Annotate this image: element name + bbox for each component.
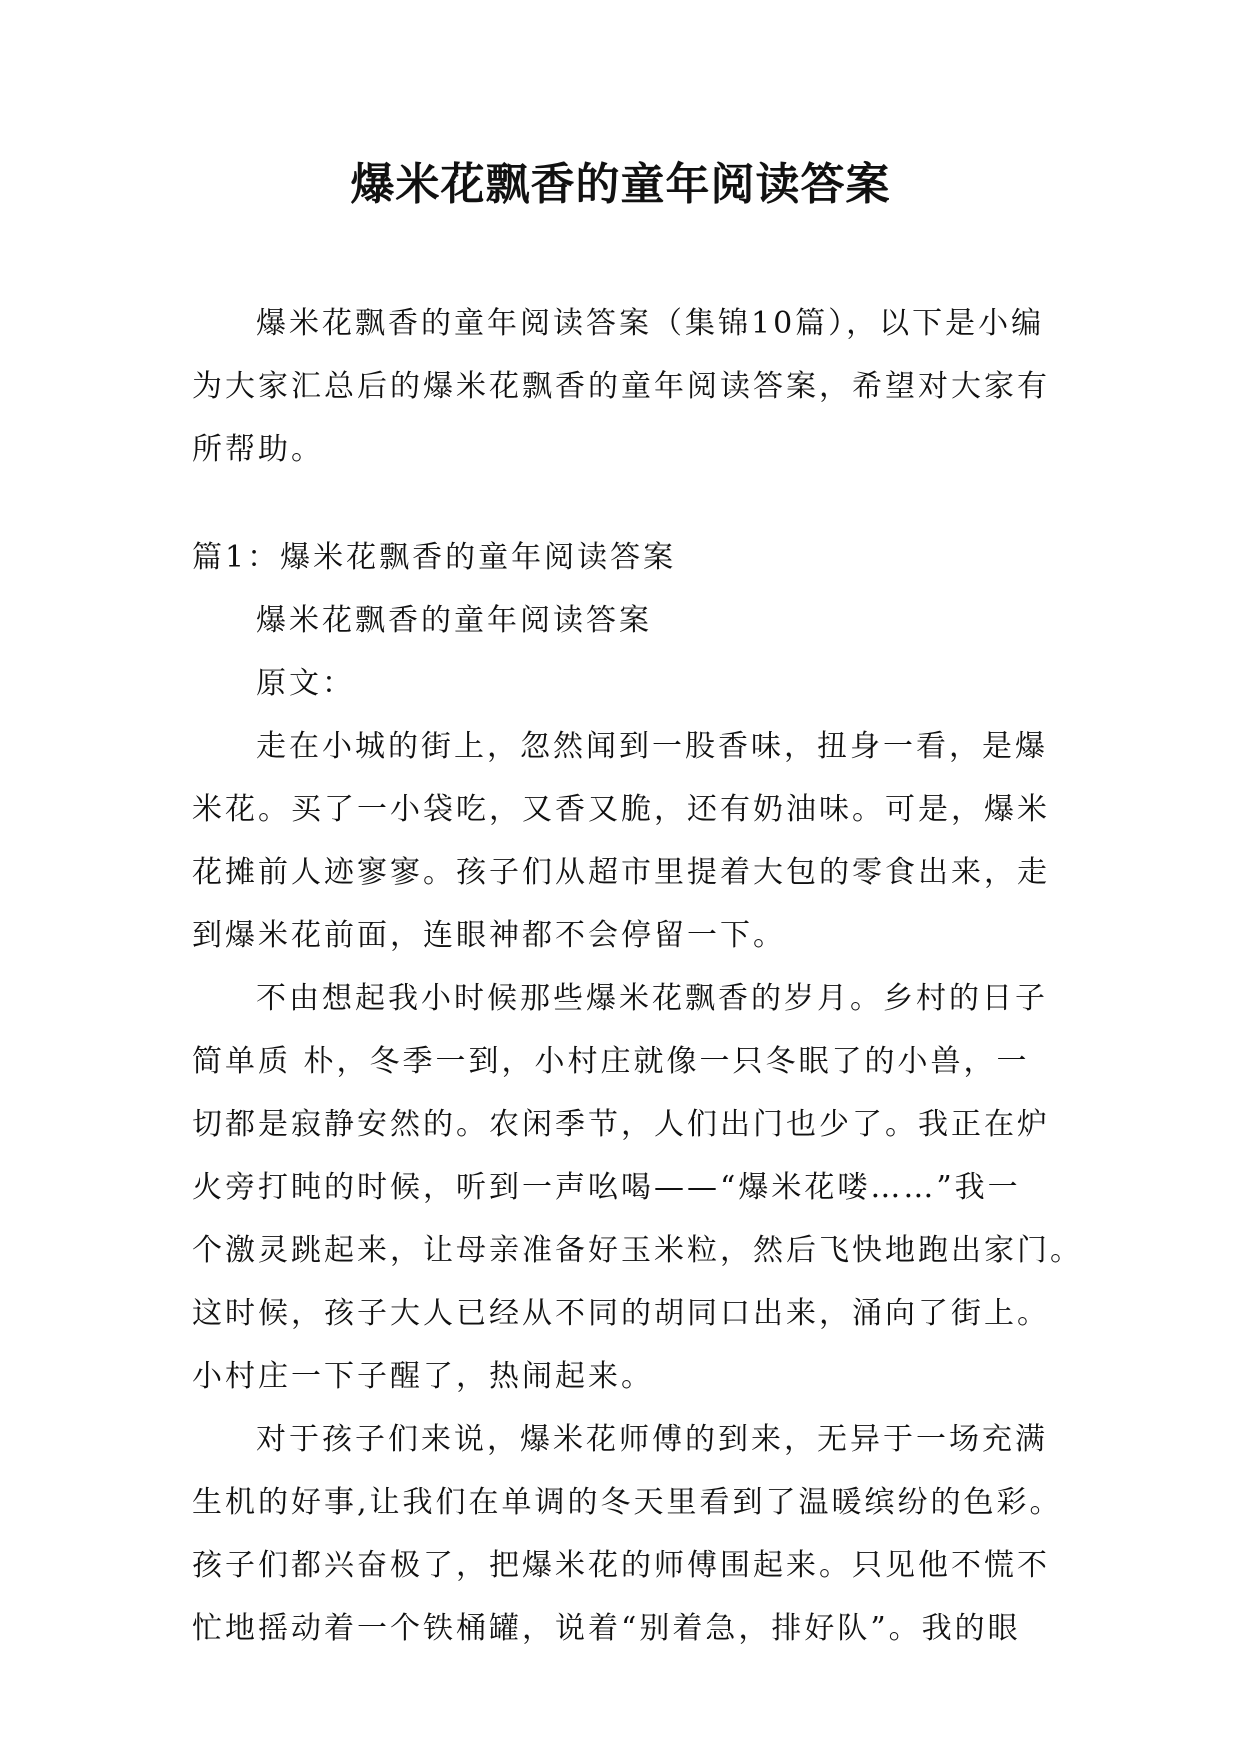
paragraph-2-line: 这时候，孩子大人已经从不同的胡同口出来，涌向了街上。 <box>192 1296 1050 1331</box>
original-text-label: 原文： <box>256 666 355 701</box>
paragraph-spacer <box>192 481 1052 526</box>
section-subtitle: 爆米花飘香的童年阅读答案 <box>256 603 652 638</box>
section-heading: 篇1：爆米花飘香的童年阅读答案 <box>192 540 677 575</box>
paragraph-2-line: 火旁打盹的时候，听到一声吆喝——“爆米花喽……”我一 <box>192 1170 1021 1205</box>
paragraph-1-line: 米花。买了一小袋吃，又香又脆，还有奶油味。可是，爆米 <box>192 792 1050 827</box>
paragraph-3-line: 孩子们都兴奋极了，把爆米花的师傅围起来。只见他不慌不 <box>192 1548 1050 1583</box>
paragraph-2-line: 小村庄一下子醒了，热闹起来。 <box>192 1359 654 1394</box>
intro-line: 为大家汇总后的爆米花飘香的童年阅读答案，希望对大家有 <box>192 369 1050 404</box>
paragraph-1-line: 到爆米花前面，连眼神都不会停留一下。 <box>192 918 786 953</box>
paragraph-3-line: 忙地摇动着一个铁桶罐，说着“别着急，排好队”。我的眼 <box>192 1611 1021 1646</box>
paragraph-2-line: 简单质 朴，冬季一到，小村庄就像一只冬眠了的小兽，一 <box>192 1044 1030 1079</box>
paragraph-3-line: 对于孩子们来说，爆米花师傅的到来，无异于一场充满 <box>256 1422 1048 1457</box>
intro-line: 爆米花飘香的童年阅读答案（集锦10篇），以下是小编 <box>256 306 1045 341</box>
intro-line: 所帮助。 <box>192 432 324 467</box>
document-title: 爆米花飘香的童年阅读答案 <box>350 159 891 210</box>
document-body <box>192 292 1083 1660</box>
paragraph-3-line: 生机的好事,让我们在单调的冬天里看到了温暖缤纷的色彩。 <box>192 1485 1063 1520</box>
paragraph-1-line: 走在小城的街上，忽然闻到一股香味，扭身一看，是爆 <box>256 729 1048 764</box>
paragraph-2-line: 不由想起我小时候那些爆米花飘香的岁月。乡村的日子 <box>256 981 1048 1016</box>
paragraph-1-line: 花摊前人迹寥寥。孩子们从超市里提着大包的零食出来，走 <box>192 855 1050 890</box>
paragraph-2-line: 个激灵跳起来，让母亲准备好玉米粒，然后飞快地跑出家门。 <box>192 1233 1083 1268</box>
paragraph-2-line: 切都是寂静安然的。农闲季节，人们出门也少了。我正在炉 <box>192 1107 1050 1142</box>
